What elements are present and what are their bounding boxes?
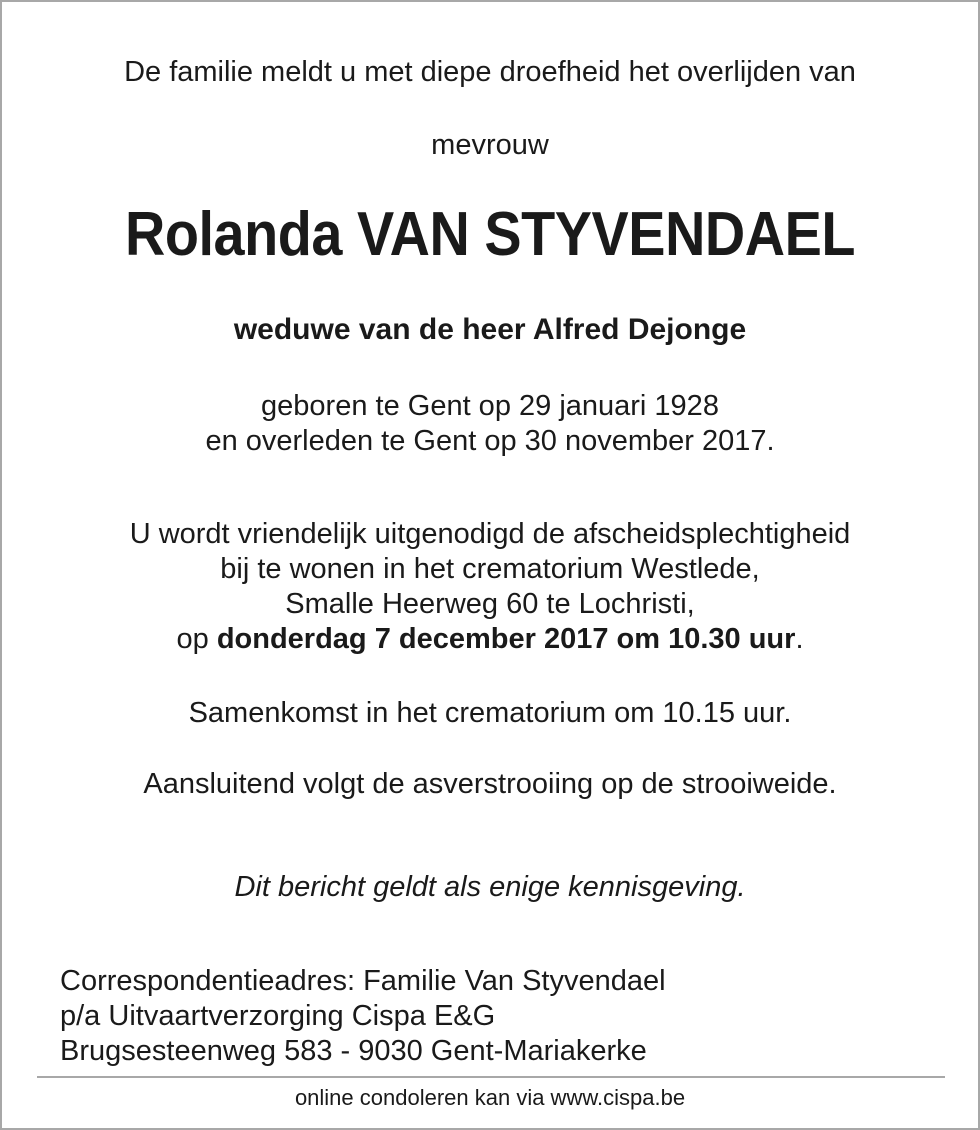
invitation-line-2: bij te wonen in het crematorium Westlede,: [220, 553, 760, 585]
footer-divider: [37, 1076, 945, 1078]
correspondence-address: [60, 964, 666, 1069]
ash-scattering: Aansluitend volgt de asverstrooiing op de strooiweide.: [143, 768, 837, 800]
spouse-line: weduwe van de heer Alfred Dejonge: [233, 313, 747, 346]
ceremony-date-prefix: op: [176, 623, 217, 655]
notice-statement: Dit bericht geldt als enige kennisgeving.: [234, 871, 746, 903]
address-line-1: Correspondentieadres: Familie Van Styvendael: [60, 965, 666, 997]
gathering-time: Samenkomst in het crematorium om 10.15 uur.: [188, 697, 792, 729]
ceremony-date-time: donderdag 7 december 2017 om 10.30 uur: [216, 623, 796, 655]
intro-text: De familie meldt u met diepe droefheid het overlijden van: [124, 56, 856, 88]
online-condolence-footer: online condoleren kan via www.cispa.be: [294, 1085, 686, 1110]
death-line: en overleden te Gent op 30 november 2017.: [205, 425, 775, 457]
birth-line: geboren te Gent op 29 januari 1928: [261, 390, 719, 422]
invitation-line-4: [2, 622, 978, 657]
address-line-3: Brugsesteenweg 583 - 9030 Gent-Mariakerke: [60, 1035, 647, 1067]
invitation-line-1: U wordt vriendelijk uitgenodigd de afscheidsplechtigheid: [129, 518, 851, 550]
ceremony-invitation: [2, 517, 978, 657]
address-line-2: p/a Uitvaartverzorging Cispa E&G: [60, 1000, 496, 1032]
invitation-line-3: Smalle Heerweg 60 te Lochristi,: [285, 588, 695, 620]
ceremony-date-suffix: .: [795, 623, 804, 655]
deceased-name: Rolanda VAN STYVENDAEL: [124, 200, 856, 269]
salutation: mevrouw: [431, 129, 549, 161]
life-dates: [2, 389, 978, 459]
